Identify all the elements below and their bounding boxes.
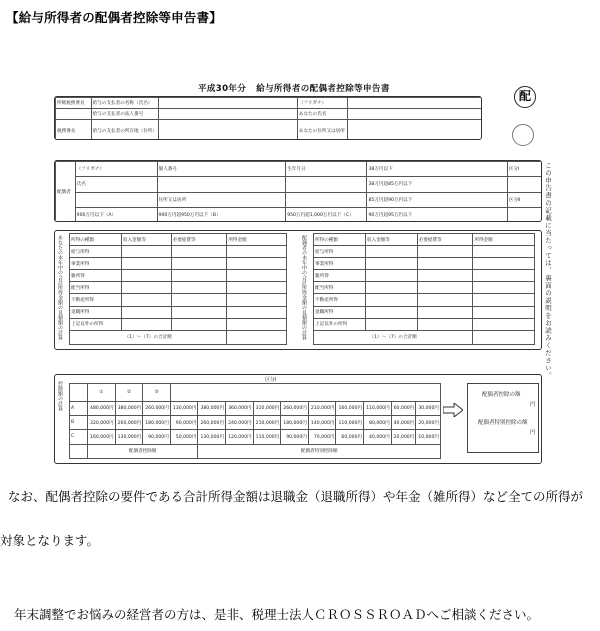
spouse-name-label: 氏名 [75, 177, 157, 192]
calc-cell: 110,000円 [336, 415, 364, 429]
spouse-income-option-2: 38万円超85万円以下 [367, 177, 507, 192]
total-label-right: （1）〜（7）の合計額 [314, 330, 473, 344]
spouse-label: 配偶者 [56, 162, 76, 223]
income-type-6: 退職所得 [70, 306, 122, 318]
calc-col-3: ③ [143, 384, 171, 402]
income-type-7: 上記以外の所得 [70, 318, 122, 330]
col-income-r: 所得金額 [473, 234, 535, 246]
income-left-label: あなたの本年中の合計所得金額の見積額の計算 [57, 235, 63, 340]
calc-cell: 110,000円 [253, 430, 281, 444]
category2-label: 区分Ⅱ [507, 192, 542, 207]
calc-cell: 480,000円 [88, 401, 116, 415]
calc-cell: 260,000円 [143, 401, 171, 415]
calc-label: 控除額の計算 [57, 381, 63, 411]
calc-table-header: 区分Ⅰ [265, 377, 277, 383]
your-address-label: あなたの住所又は居所 [297, 120, 347, 141]
form-mark: 配 [514, 86, 536, 108]
income-type-r-1: 給与所得 [314, 246, 366, 258]
spouse-birthdate-label: 生年月日 [286, 162, 367, 177]
calc-cell: 50,000円 [170, 430, 198, 444]
total-label-left: （1）〜（7）の合計額 [70, 330, 227, 344]
calc-cell: 60,000円 [336, 430, 364, 444]
income-type-r-2: 事業所得 [314, 258, 366, 270]
payer-number-label: 給与の支払者の法人番号 [91, 109, 158, 120]
calc-cell: 210,000円 [308, 401, 336, 415]
col-income: 所得金額 [227, 234, 287, 246]
result-unit-1: 円 [530, 402, 536, 408]
col-income-type-r: 所得の種類 [314, 234, 366, 246]
result-box [467, 383, 539, 453]
calc-cell: 10,000円 [416, 430, 441, 444]
tax-form-image [50, 82, 550, 470]
income-right-label: 配偶者の本年中の合計所得金額の見積額の計算 [301, 235, 307, 340]
calc-cell: 240,000円 [226, 415, 254, 429]
calc-table [69, 383, 441, 459]
side-note: この申告書の記載に当たっては、裏面の説明をお読みください。 [544, 162, 552, 380]
calc-cell: 140,000円 [308, 415, 336, 429]
payer-address-label: 給与の支払者の所在地（住所） [91, 120, 158, 141]
calc-cell: 360,000円 [226, 401, 254, 415]
tax-office-label: 所轄税務署長 [56, 98, 92, 109]
result-special-deduction: 配偶者特別控除の額 [478, 420, 528, 426]
calc-cell: 110,000円 [364, 401, 392, 415]
spouse-section [54, 160, 542, 222]
your-name-label: あなたの氏名 [297, 109, 347, 120]
calc-cell: 90,000円 [281, 430, 309, 444]
calc-cell: 40,000円 [364, 430, 392, 444]
calc-cell: 30,000円 [416, 401, 441, 415]
income-type-r-7: 上記以外の所得 [314, 318, 366, 330]
payer-name-label: 給与の支払者の名称（氏名） [91, 98, 158, 109]
calc-col-1: ① [88, 384, 116, 402]
calc-cell: 20,000円 [391, 430, 416, 444]
form-title-year: 平成30年分 [198, 84, 247, 94]
calc-section [54, 374, 542, 464]
col-revenue: 収入金額等 [121, 234, 171, 246]
paragraph-2: 対象となります。 [0, 533, 100, 548]
calc-col-2: ② [115, 384, 143, 402]
income-type-5: 不動産所得 [70, 294, 122, 306]
footer-special-deduction: 配偶者特別控除額 [198, 444, 441, 458]
spouse-income-option-4: 90万円超95万円以下 [367, 207, 507, 222]
income-section [54, 230, 542, 350]
income-type-r-6: 退職所得 [314, 306, 366, 318]
calc-cell: 40,000円 [391, 415, 416, 429]
income-option-a: 900万円以下（A） [75, 207, 157, 222]
col-expense-r: 必要経費等 [417, 234, 473, 246]
tax-office-chief-label: 税務署長 [56, 120, 92, 141]
calc-cell: 70,000円 [308, 430, 336, 444]
income-type-4: 配当所得 [70, 282, 122, 294]
stamp-circle [512, 124, 534, 146]
spouse-address-label: 住所又は居所 [157, 192, 286, 207]
form-title-name: 給与所得者の配偶者控除等申告書 [256, 84, 390, 94]
calc-cell: 210,000円 [253, 415, 281, 429]
calc-row-header-b: B [70, 415, 88, 429]
spouse-income-option-3: 85万円超90万円以下 [367, 192, 507, 207]
calc-cell: 130,000円 [198, 430, 226, 444]
form-title [198, 82, 390, 94]
income-type-r-5: 不動産所得 [314, 294, 366, 306]
category-label: 区分Ⅰ [507, 162, 542, 177]
furigana-label: （フリガナ） [297, 98, 347, 109]
calc-cell: 180,000円 [281, 415, 309, 429]
spouse-number-label: 個人番号 [157, 162, 286, 177]
calc-row-header-a: A [70, 401, 88, 415]
spouse-income-option-1: 38万円以下 [367, 162, 507, 177]
calc-cell: 130,000円 [115, 430, 143, 444]
col-revenue-r: 収入金額等 [365, 234, 417, 246]
income-type-r-3: 雑所得 [314, 270, 366, 282]
calc-cell: 310,000円 [253, 401, 281, 415]
calc-cell: 130,000円 [170, 401, 198, 415]
calc-cell: 260,000円 [198, 415, 226, 429]
calc-cell: 380,000円 [115, 401, 143, 415]
paragraph-1: なお、配偶者控除の要件である合計所得金額は退職金（退職所得）や年金（雑所得）など全ての所得が [8, 489, 584, 504]
spouse-furigana-label: （フリガナ） [75, 162, 157, 177]
income-option-c: 950万円超1,000万円以下（C） [286, 207, 367, 222]
calc-cell: 80,000円 [364, 415, 392, 429]
header-section [54, 96, 482, 140]
calc-cell: 120,000円 [226, 430, 254, 444]
income-type-r-4: 配当所得 [314, 282, 366, 294]
paragraph-3: 年末調整でお悩みの経営者の方は、是非、税理士法人ＣＲＯＳＳＲＯＡＤへご相談ください。 [14, 607, 540, 622]
calc-cell: 160,000円 [88, 430, 116, 444]
calc-cell: 90,000円 [170, 415, 198, 429]
col-income-type: 所得の種類 [70, 234, 122, 246]
heading: 【給与所得者の配偶者控除等申告書】 [6, 10, 222, 25]
income-type-1: 給与所得 [70, 246, 122, 258]
result-spouse-deduction: 配偶者控除の額 [482, 392, 521, 398]
income-type-3: 雑所得 [70, 270, 122, 282]
calc-cell: 60,000円 [391, 401, 416, 415]
result-unit-2: 円 [530, 430, 536, 436]
income-type-2: 事業所得 [70, 258, 122, 270]
calc-cell: 90,000円 [143, 430, 171, 444]
calc-cell: 260,000円 [115, 415, 143, 429]
calc-cell: 160,000円 [336, 401, 364, 415]
income-option-b: 900万円超950万円以下（B） [157, 207, 286, 222]
calc-row-header-c: C [70, 430, 88, 444]
footer-spouse-deduction: 配偶者控除額 [88, 444, 198, 458]
calc-cell: 260,000円 [281, 401, 309, 415]
arrow-icon [443, 403, 463, 417]
calc-cell: 320,000円 [88, 415, 116, 429]
calc-cell: 380,000円 [198, 401, 226, 415]
col-expense: 必要経費等 [171, 234, 227, 246]
calc-cell: 180,000円 [143, 415, 171, 429]
calc-cell: 20,000円 [416, 415, 441, 429]
